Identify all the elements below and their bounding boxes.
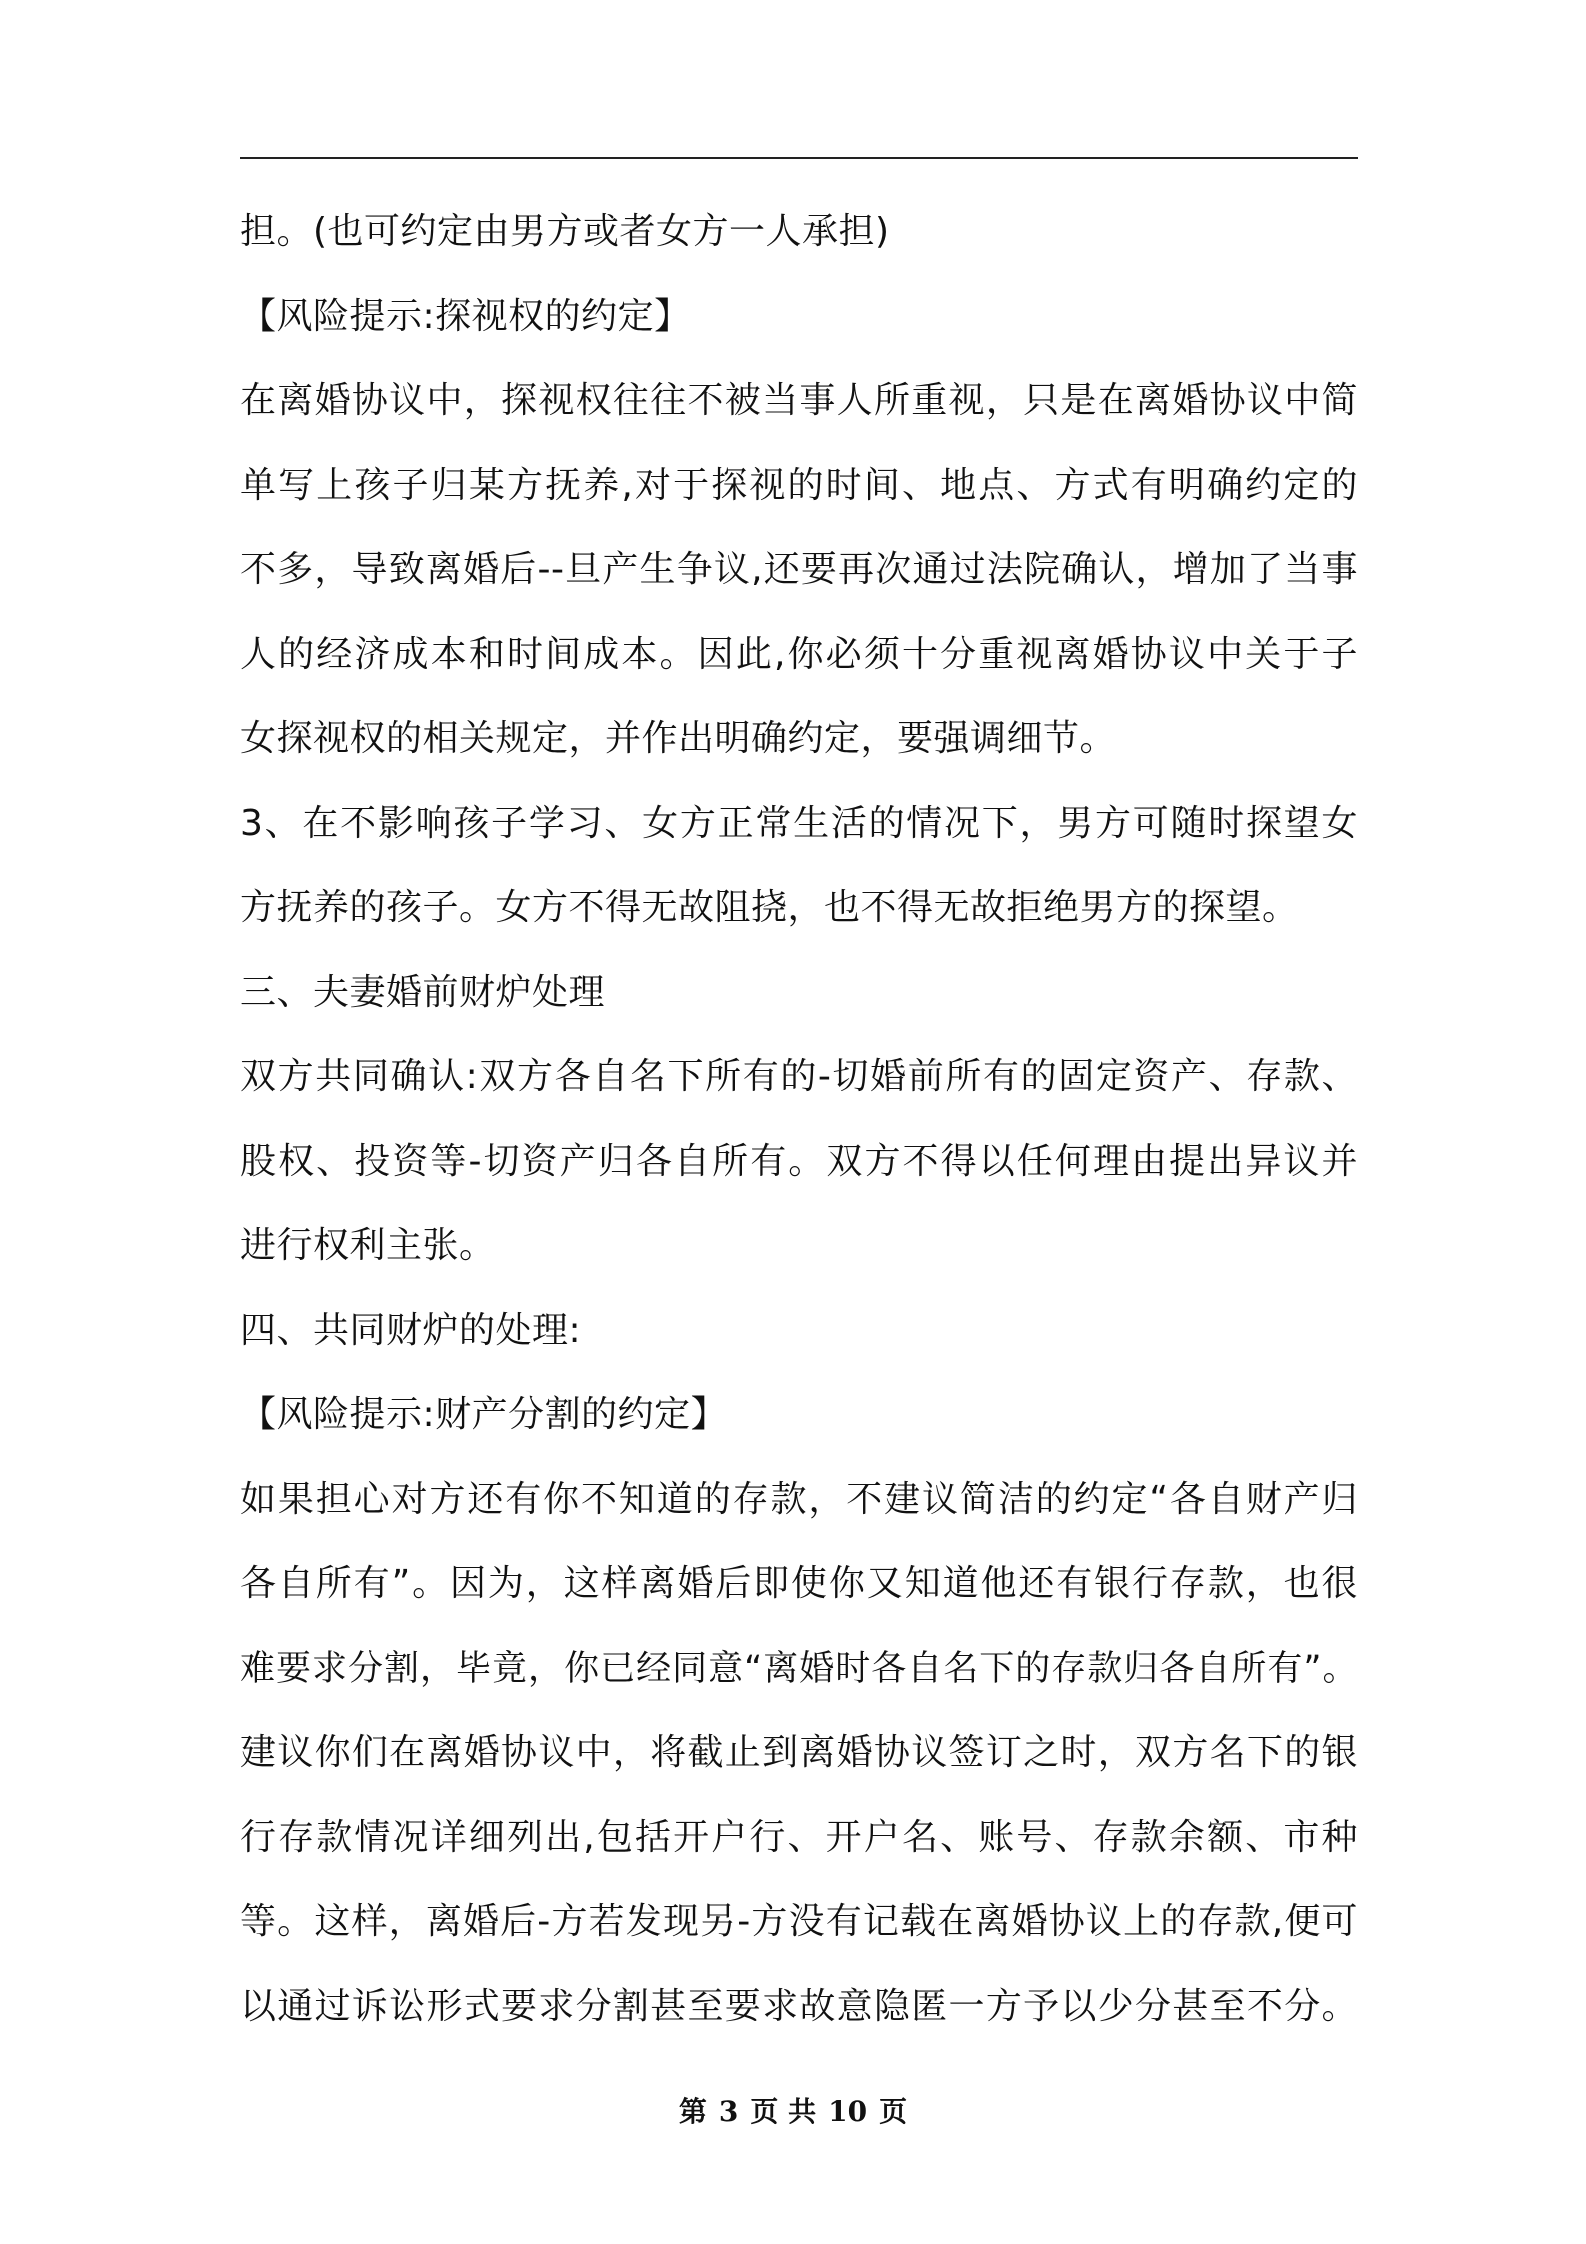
text-line: 以通过诉讼形式要求分割甚至要求故意隐匿一方予以少分甚至不分。 — [240, 1985, 1358, 2027]
text-line: 方抚养的孩子。女方不得无故阻挠，也不得无故拒绝男方的探望。 — [240, 887, 1299, 928]
text-line: 担。(也可约定由男方或者女方一人承担) — [240, 211, 890, 252]
text-line: 单写上孩子归某方抚养,对于探视的时间、地点、方式有明确约定的 — [240, 464, 1358, 506]
current-page: 3 — [718, 2095, 739, 2128]
text-line: 各自所有”。因为，这样离婚后即使你又知道他还有银行存款，也很 — [240, 1563, 1358, 1604]
text-line: 【风险提示:探视权的约定】 — [240, 295, 691, 337]
total-pages: 10 — [828, 2095, 868, 2128]
text-line: 在离婚协议中，探视权往往不被当事人所重视，只是在离婚协议中简 — [240, 380, 1358, 421]
page-prefix: 第 — [678, 2095, 707, 2128]
text-line: 不多，导致离婚后--旦产生争议,还要再次通过法院确认，增加了当事 — [240, 549, 1358, 590]
text-line: 【风险提示:财产分割的约定】 — [240, 1394, 728, 1435]
text-line: 股权、投资等-切资产归各自所有。双方不得以任何理由提出异议并 — [240, 1140, 1358, 1182]
text-line: 人的经济成本和时间成本。因此,你必须十分重视离婚协议中关于子 — [240, 633, 1358, 675]
document-body — [240, 190, 1358, 2049]
page-number — [0, 2090, 1586, 2130]
text-line: 行存款情况详细列出,包括开户行、开户名、账号、存款余额、市种 — [240, 1816, 1358, 1858]
text-line: 3、在不影响孩子学习、女方正常生活的情况下，男方可随时探望女 — [240, 802, 1358, 844]
text-line: 女探视权的相关规定，并作出明确约定，要强调细节。 — [240, 718, 1117, 759]
text-line: 等。这样，离婚后-方若发现另-方没有记载在离婚协议上的存款,便可 — [240, 1901, 1358, 1942]
text-line: 三、夫妻婚前财炉处理 — [240, 971, 606, 1013]
text-line: 进行权利主张。 — [240, 1225, 496, 1266]
text-line: 如果担心对方还有你不知道的存款，不建议简洁的约定“各自财产归 — [240, 1478, 1358, 1520]
page-mid: 页 共 — [750, 2095, 817, 2128]
text-line: 难要求分割，毕竟，你已经同意“离婚时各自名下的存款归各自所有”。 — [240, 1648, 1358, 1689]
text-line: 四、共同财炉的处理: — [240, 1309, 582, 1351]
header-rule — [240, 157, 1358, 159]
text-line: 双方共同确认:双方各自名下所有的-切婚前所有的固定资产、存款、 — [240, 1056, 1358, 1097]
page-suffix: 页 — [879, 2095, 908, 2128]
text-line: 建议你们在离婚协议中，将截止到离婚协议签订之时，双方名下的银 — [240, 1732, 1358, 1773]
